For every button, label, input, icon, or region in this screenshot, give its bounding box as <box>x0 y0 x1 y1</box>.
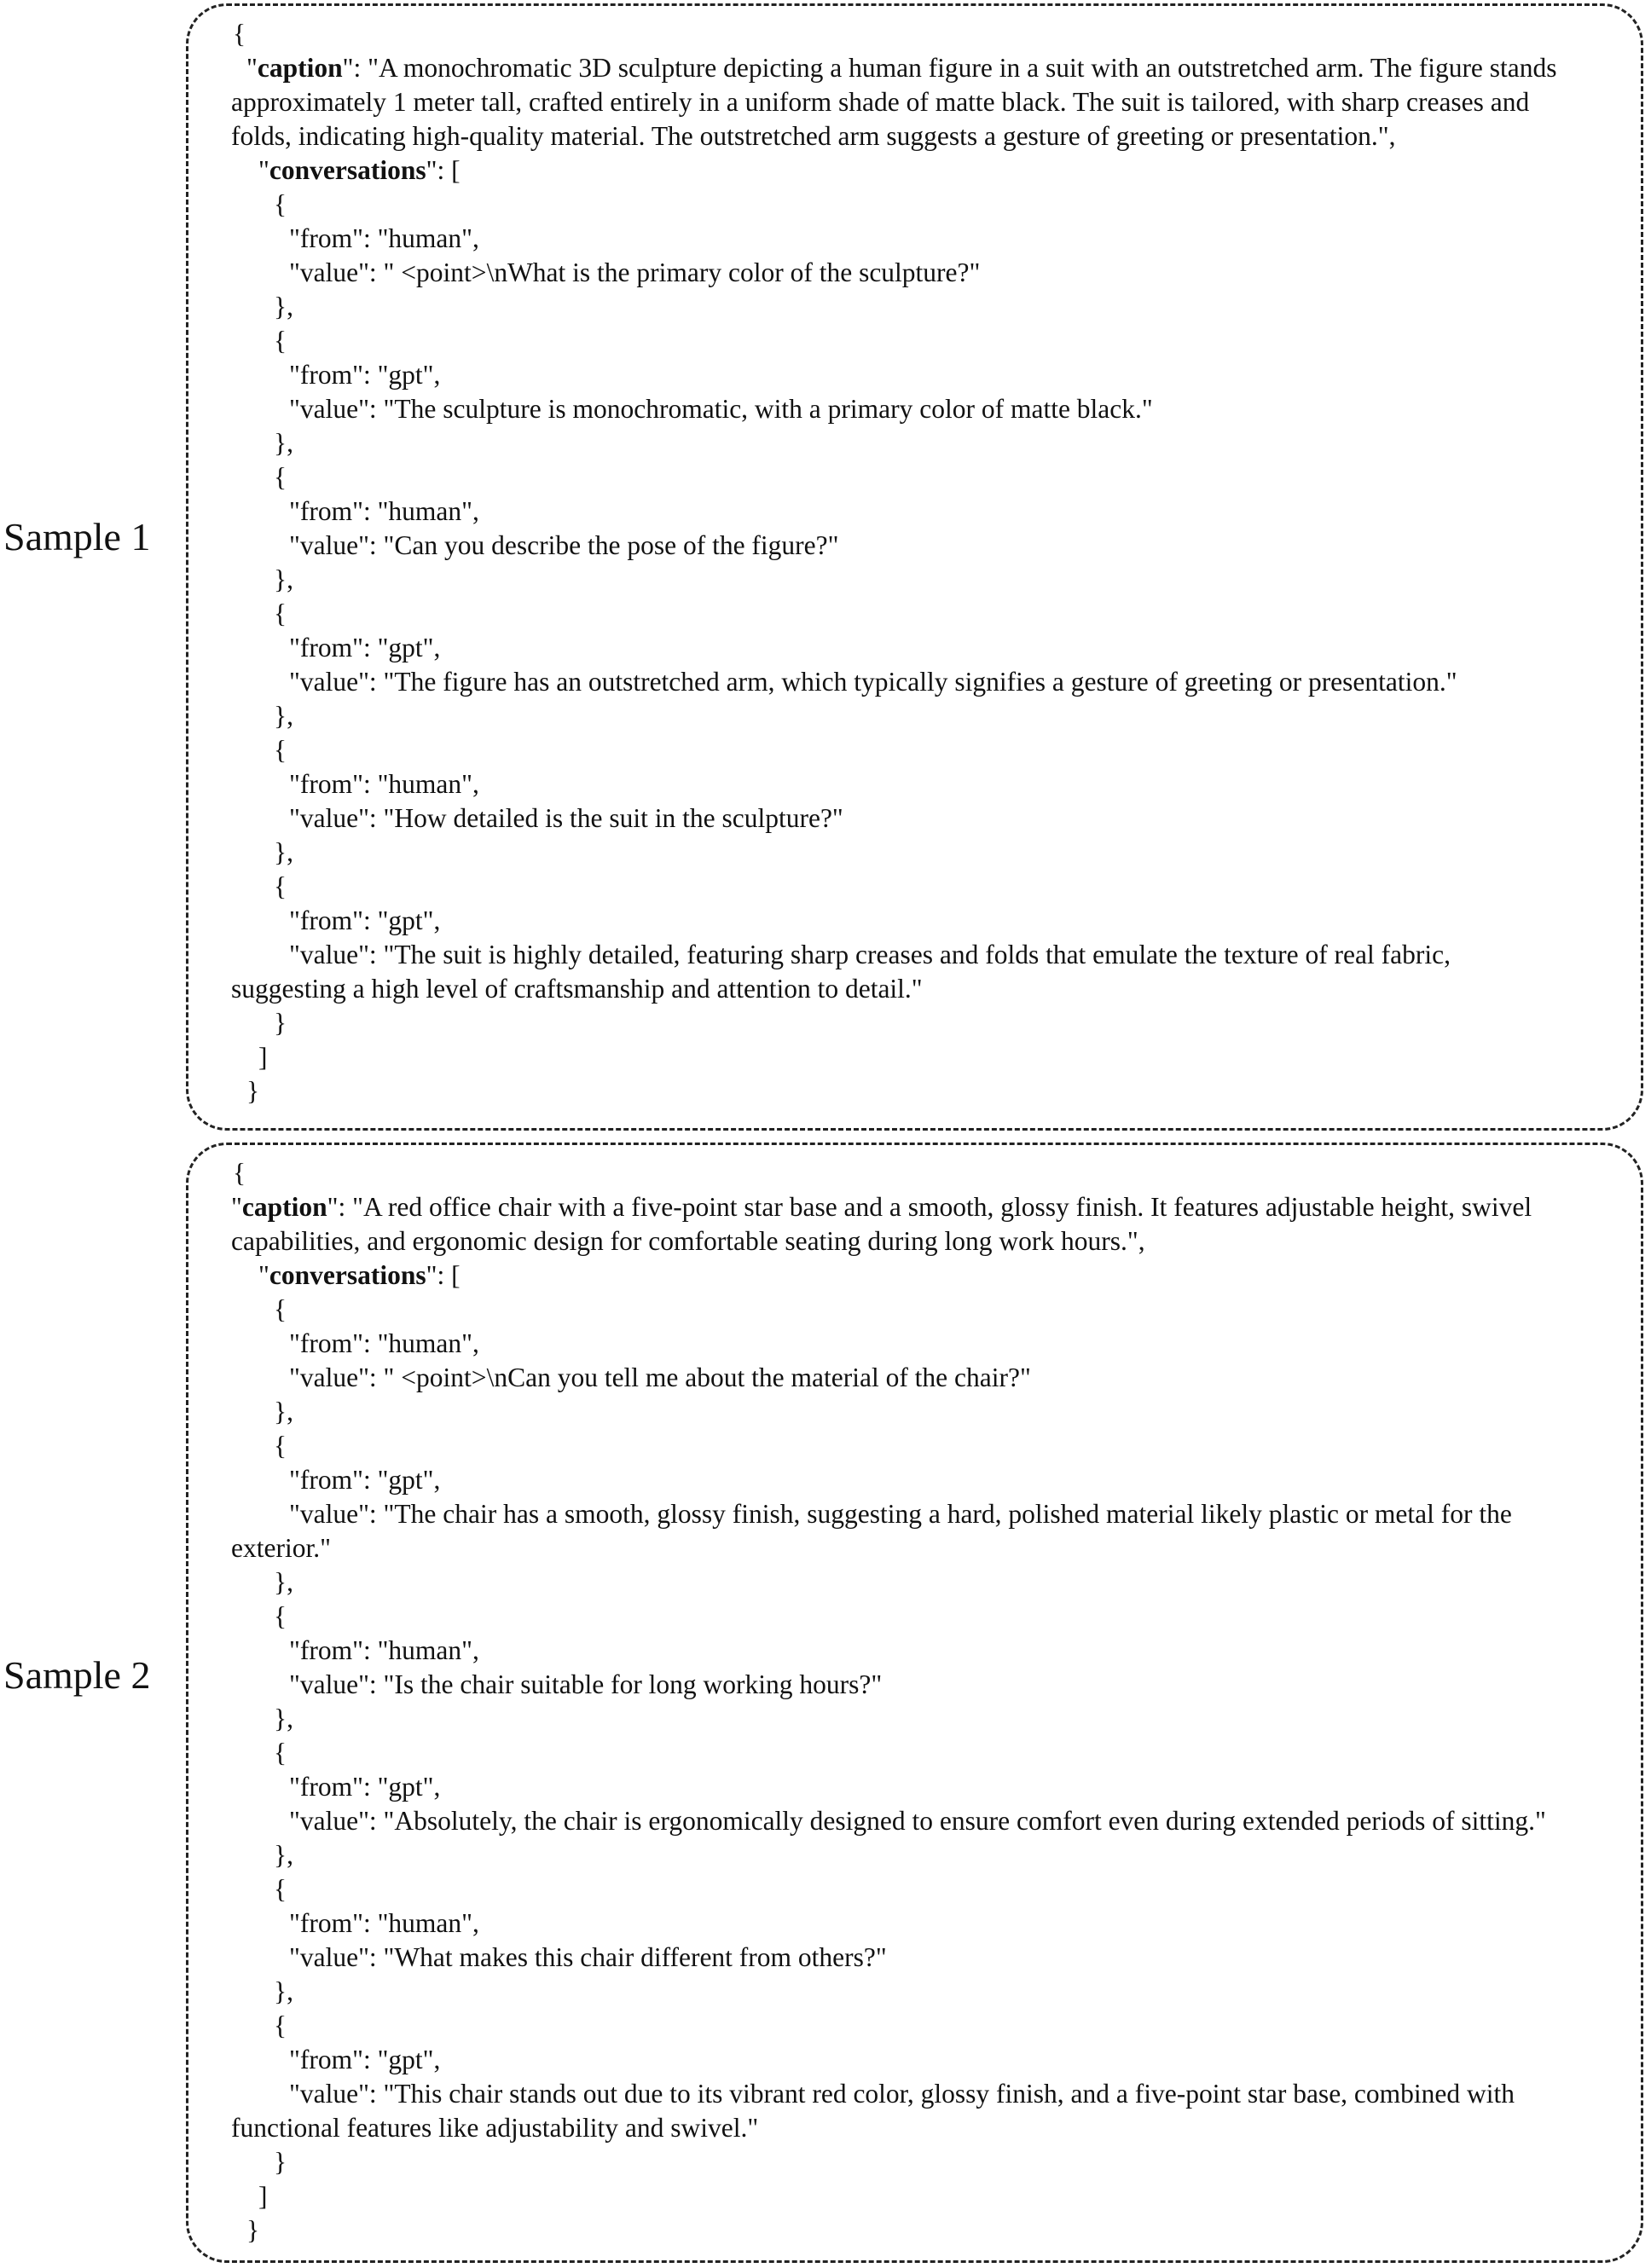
turn-value: exterior." <box>231 1533 331 1563</box>
turn-open: { <box>274 1601 287 1631</box>
turn-value: "value": " <point>\nCan you tell me about the material of the chair?" <box>289 1363 1031 1392</box>
turn-value: functional features like adjustability and swivel." <box>231 2113 759 2143</box>
conversations-key: conversations <box>269 155 426 185</box>
json-line: { <box>233 19 246 49</box>
turn-value: "value": "Can you describe the pose of the figure?" <box>289 530 839 560</box>
turn-close: } <box>274 2147 287 2177</box>
caption-text: ": "A red office chair with a five-point star base and a smooth, glossy finish. It features adjustable height, swivel <box>327 1192 1532 1222</box>
turn-close: }, <box>274 701 293 731</box>
turn-from: "from": "gpt", <box>289 633 441 662</box>
turn-from: "from": "gpt", <box>289 1772 441 1802</box>
turn-open: { <box>274 1738 287 1768</box>
turn-from: "from": "human", <box>289 1328 479 1358</box>
turn-from: "from": "human", <box>289 496 479 526</box>
sample-label: Sample 1 <box>3 515 151 558</box>
turn-close: }, <box>274 1840 293 1870</box>
turn-from: "from": "human", <box>289 1908 479 1938</box>
close-bracket: ] <box>258 1042 268 1072</box>
turn-value: "value": "Absolutely, the chair is ergonomically designed to ensure comfort even during extended periods of sitting." <box>289 1806 1546 1836</box>
turn-value: suggesting a high level of craftsmanship and attention to detail." <box>231 974 923 1004</box>
turn-value: "value": "The figure has an outstretched arm, which typically signifies a gesture of greeting or presentation." <box>289 667 1457 697</box>
turn-value: "value": "How detailed is the suit in the sculpture?" <box>289 803 843 833</box>
turn-open: { <box>274 599 287 628</box>
turn-from: "from": "gpt", <box>289 1465 441 1495</box>
turn-open: { <box>274 326 287 356</box>
turn-open: { <box>274 462 287 492</box>
turn-close: }, <box>274 1567 293 1597</box>
caption-line: capabilities, and ergonomic design for comfortable seating during long work hours.", <box>231 1226 1145 1256</box>
turn-from: "from": "gpt", <box>289 2045 441 2074</box>
json-line: { <box>233 1158 246 1188</box>
turn-value: "value": "This chair stands out due to its vibrant red color, glossy finish, and a five-point star base, combined with <box>289 2079 1515 2109</box>
turn-close: }, <box>274 1704 293 1733</box>
conversations-line: "conversations": [ <box>258 1260 461 1290</box>
caption-key: caption <box>257 53 343 83</box>
turn-value: "value": "The chair has a smooth, glossy finish, suggesting a hard, polished material likely plastic or metal for the <box>289 1499 1512 1529</box>
turn-close: }, <box>274 1976 293 2006</box>
caption-line: "caption": "A red office chair with a five-point star base and a smooth, glossy finish. It features adjustable height, swivel <box>231 1192 1532 1222</box>
turn-from: "from": "human", <box>289 223 479 253</box>
turn-open: { <box>274 1294 287 1324</box>
conversations-open: ": [ <box>426 155 461 185</box>
turn-open: { <box>274 735 287 765</box>
turn-close: }, <box>274 428 293 458</box>
turn-close: }, <box>274 292 293 321</box>
turn-open: { <box>274 1874 287 1904</box>
sample-box <box>186 3 1643 1131</box>
turn-from: "from": "human", <box>289 769 479 799</box>
turn-close: }, <box>274 564 293 594</box>
caption-key: caption <box>241 1192 327 1222</box>
caption-line: approximately 1 meter tall, crafted entirely in a uniform shade of matte black. The suit is tailored, with sharp creases and <box>231 87 1530 117</box>
close-bracket: ] <box>258 2181 268 2211</box>
conversations-open: ": [ <box>426 1260 461 1290</box>
turn-from: "from": "gpt", <box>289 360 441 390</box>
turn-value: "value": "What makes this chair different from others?" <box>289 1942 887 1972</box>
close-brace: } <box>246 1076 260 1106</box>
caption-line: "caption": "A monochromatic 3D sculpture depicting a human figure in a suit with an outstretched arm. The figure stands <box>246 53 1557 83</box>
conversations-key: conversations <box>269 1260 426 1290</box>
turn-open: { <box>274 2011 287 2040</box>
turn-close: }, <box>274 1397 293 1426</box>
turn-close: } <box>274 1008 287 1038</box>
turn-value: "value": "The suit is highly detailed, featuring sharp creases and folds that emulate the texture of real fabric, <box>289 940 1451 969</box>
sample-label: Sample 2 <box>3 1653 151 1697</box>
caption-text: ": "A monochromatic 3D sculpture depicting a human figure in a suit with an outstretched arm. The figure stands <box>342 53 1557 83</box>
turn-open: { <box>274 189 287 219</box>
sample-box <box>186 1143 1643 2263</box>
turn-open: { <box>274 871 287 901</box>
turn-close: }, <box>274 837 293 867</box>
turn-from: "from": "human", <box>289 1635 479 1665</box>
turn-value: "value": "Is the chair suitable for long working hours?" <box>289 1669 883 1699</box>
turn-from: "from": "gpt", <box>289 905 441 935</box>
turn-open: { <box>274 1431 287 1461</box>
turn-value: "value": " <point>\nWhat is the primary color of the sculpture?" <box>289 257 981 287</box>
conversations-line: "conversations": [ <box>258 155 461 185</box>
turn-value: "value": "The sculpture is monochromatic, with a primary color of matte black." <box>289 394 1153 424</box>
close-brace: } <box>246 2215 260 2245</box>
caption-line: folds, indicating high-quality material. The outstretched arm suggests a gesture of greeting or presentation.", <box>231 121 1396 151</box>
